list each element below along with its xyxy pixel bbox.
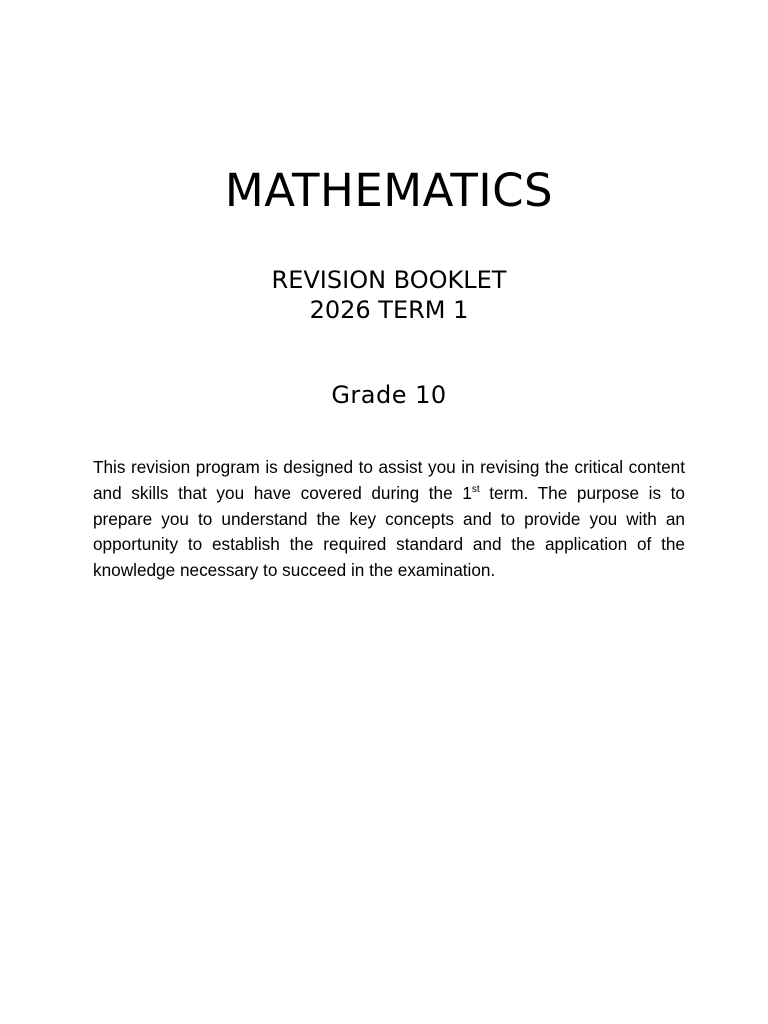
document-title: MATHEMATICS (224, 164, 554, 217)
intro-text-part1: This revision program is designed to assist you in revising the critical content and skills that you have covered during the 1 (93, 457, 685, 503)
booklet-subtitle: REVISION BOOKLET (271, 266, 507, 294)
grade-label: Grade 10 (331, 381, 447, 409)
intro-paragraph (93, 455, 685, 584)
ordinal-superscript: st (471, 483, 480, 495)
intro-text-part2: term. The purpose is to prepare you to understand the key concepts and to provide you with an opportunity to establish the required standard and the application of the knowledge necessary to succeed in the examination. (93, 482, 685, 581)
term-subtitle: 2026 TERM 1 (309, 296, 469, 324)
